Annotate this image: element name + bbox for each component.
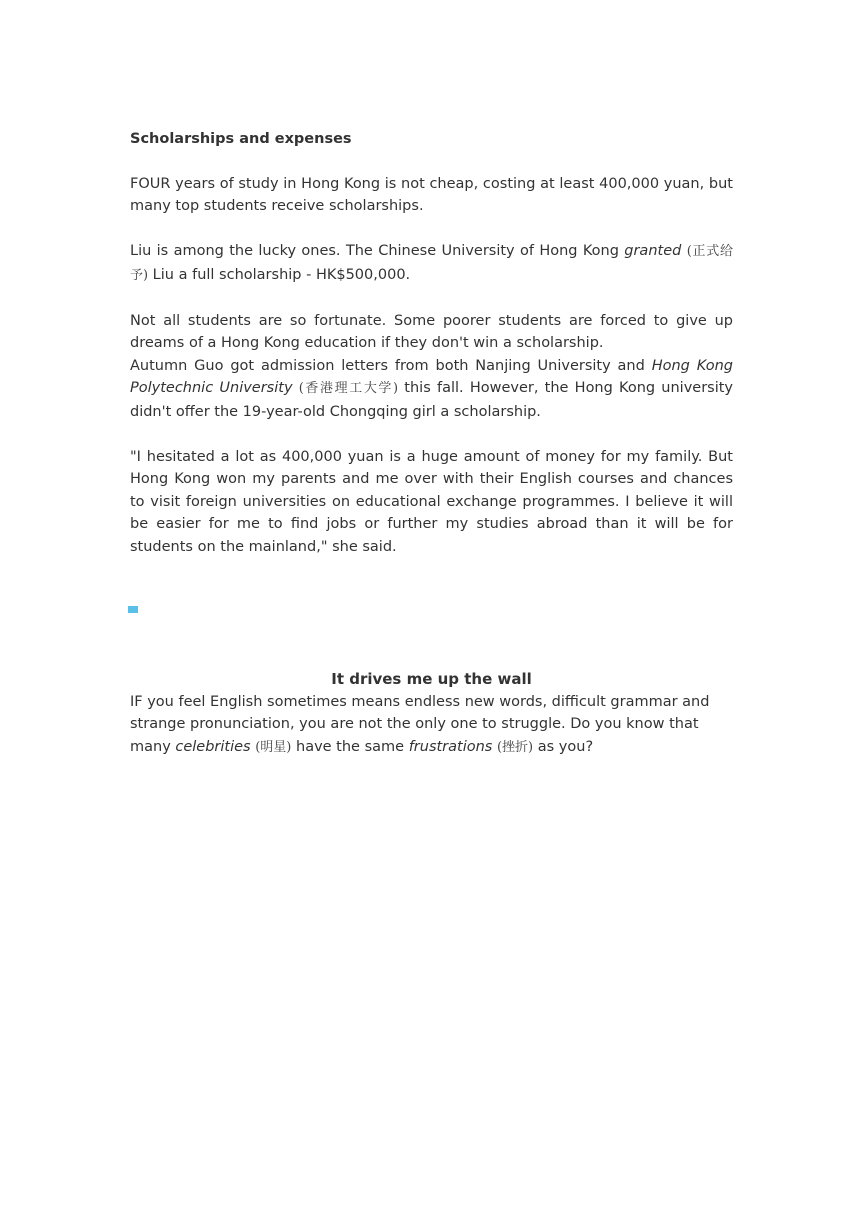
vocab-translation: (明星) <box>255 739 292 755</box>
paragraph-autumn-guo <box>130 355 733 424</box>
vocab-term: frustrations <box>408 738 493 755</box>
paragraph-liu <box>130 240 733 287</box>
text-run: Liu a full scholarship - HK$500,000. <box>148 266 411 283</box>
vocab-translation: (香港理工大学) <box>298 381 399 396</box>
vocab-translation: (正式给予) <box>130 244 734 283</box>
text-run: Liu is among the lucky ones. The Chinese University of Hong Kong <box>130 243 625 259</box>
section-heading: Scholarships and expenses <box>130 131 352 147</box>
paragraph-fortunate: Not all students are so fortunate. Some poorer students are forced to give up dreams of a Hong Kong education if they don't win a scholarship. <box>130 312 733 351</box>
paragraph-intro: FOUR years of study in Hong Kong is not cheap, costing at least 400,000 yuan, but many top students receive scholarships. <box>130 175 733 214</box>
paragraph-english-struggle <box>130 691 733 760</box>
text-run: have the same <box>291 738 409 755</box>
paragraph-quote: "I hesitated a lot as 400,000 yuan is a huge amount of money for my family. But Hong Kong won my parents and me over with their English courses and chances to visit foreign universities on educational exchange programmes. I believe it will be easier for me to find jobs or further my studies abroad than it will be for students on the mainland," she said. <box>130 448 733 555</box>
vocab-term: granted <box>624 243 682 259</box>
vocab-term: celebrities <box>175 738 251 755</box>
vocab-translation: (挫折) <box>496 739 534 755</box>
vocab-term: Hong Kong Polytechnic University <box>130 357 733 396</box>
text-run: IF you feel English sometimes means endless new words, difficult grammar and strange pronunciation, you are not the only one to struggle. Do you know that many <box>130 693 710 755</box>
article-section-scholarships <box>130 128 733 558</box>
text-run: as you? <box>533 738 594 755</box>
text-run: this fall. However, the Hong Kong university didn't offer the 19-year-old Chongqing girl a scholarship. <box>130 380 734 420</box>
bullet-marker-icon <box>128 606 138 613</box>
section-title: It drives me up the wall <box>331 670 532 688</box>
article-section-drives-me-up <box>130 668 733 759</box>
text-run: Autumn Guo got admission letters from both Nanjing University and <box>130 357 652 374</box>
